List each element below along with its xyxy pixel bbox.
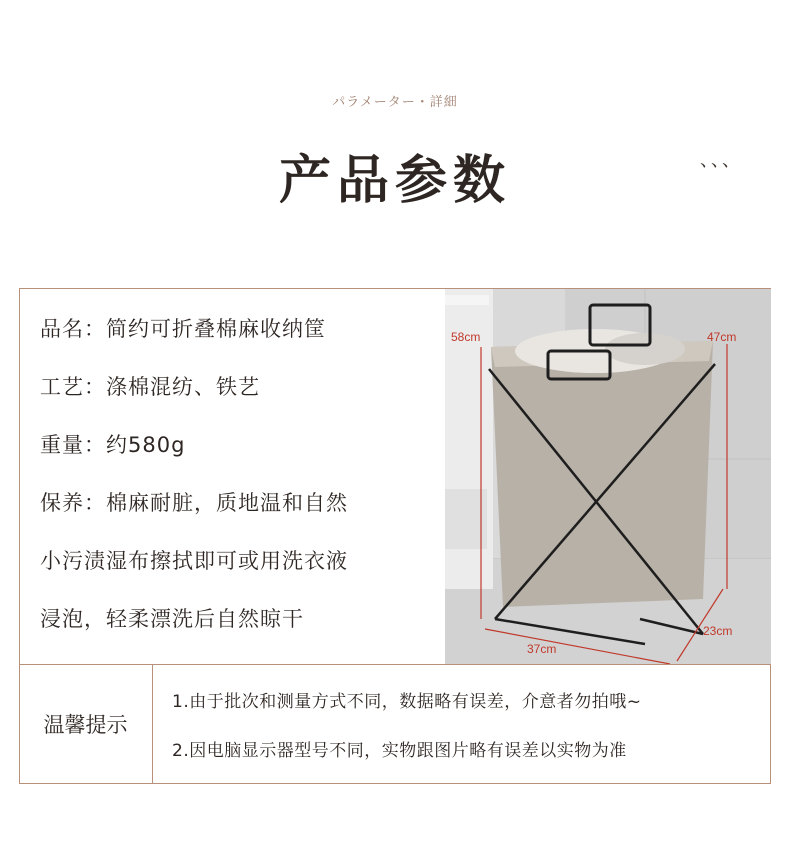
section-subtitle: パラメーター・詳細 <box>332 95 458 110</box>
dimension-height-right-label: 47cm <box>707 330 737 344</box>
page-title: 产品参数 <box>278 151 511 211</box>
spec-name: 品名：简约可折叠棉麻收纳筐 <box>40 317 326 341</box>
laundry-basket-illustration <box>445 289 771 664</box>
spec-care: 保养：棉麻耐脏，质地温和自然 <box>40 491 348 515</box>
spec-craft: 工艺：涤棉混纺、铁艺 <box>40 375 260 399</box>
tip-item-1: 1.由于批次和测量方式不同，数据略有误差，介意者勿拍哦~ <box>172 692 642 712</box>
dimension-width-label: 37cm <box>527 642 557 656</box>
tip-item-2: 2.因电脑显示器型号不同，实物跟图片略有误差以实物为准 <box>172 741 627 761</box>
spec-weight: 重量：约580g <box>40 433 186 457</box>
decorative-marks: 、、、 <box>700 150 742 171</box>
divider-vertical <box>152 664 153 784</box>
spec-care-cont2: 浸泡，轻柔漂洗后自然晾干 <box>40 607 304 631</box>
product-photo <box>445 289 771 664</box>
spec-care-cont: 小污渍湿布擦拭即可或用洗衣液 <box>40 549 348 573</box>
dimension-depth-label: 23cm <box>703 624 733 638</box>
tips-label: 温馨提示 <box>43 713 128 737</box>
dimension-height-label: 58cm <box>451 330 481 344</box>
